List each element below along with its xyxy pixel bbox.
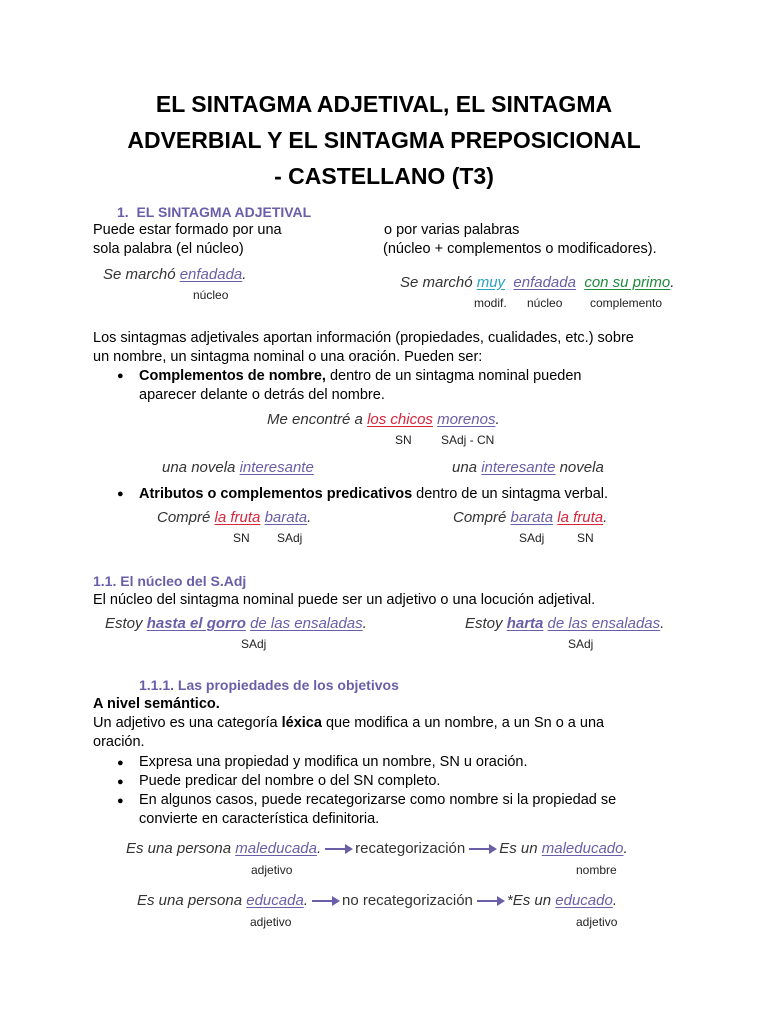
section-1-heading — [117, 204, 311, 220]
modifier-word: muy — [476, 274, 506, 291]
paragraph-adjetivo: Un adjetivo es una categoría léxica que modifica a un nombre, a un Sn o a una — [93, 715, 605, 731]
nucleus-word: enfadada — [179, 266, 243, 283]
section-title: EL SINTAGMA ADJETIVAL — [136, 204, 312, 220]
complement-words: de las ensaladas — [250, 615, 363, 632]
bullet-atributos: Atributos o complementos predicativos dentro de un sintagma verbal. — [139, 486, 609, 502]
label-sn: SN — [233, 531, 250, 545]
adjective-word: educado — [555, 892, 613, 909]
example-fruta-1: Compré la fruta barata. — [157, 509, 312, 526]
arrow-icon — [312, 900, 338, 902]
example-single-word: Se marchó enfadada. — [103, 266, 247, 283]
sn-words: la fruta — [557, 509, 604, 526]
example-multi-word: Se marchó muy enfadada con su primo. — [400, 274, 675, 291]
label-nucleo: núcleo — [193, 288, 229, 302]
sn-words: la fruta — [214, 509, 261, 526]
arrow-icon — [469, 848, 495, 850]
page-title — [0, 86, 768, 194]
bullet-recategorizar: En algunos casos, puede recategorizarse como nombre si la propiedad se — [139, 792, 617, 808]
subheading-semantico: A nivel semántico. — [93, 696, 220, 712]
sn-words: los chicos — [367, 411, 433, 428]
intro-left-line-2: sola palabra (el núcleo) — [93, 241, 244, 257]
recategorizacion-label: recategorización — [355, 840, 466, 857]
intro-left-line-1: Puede estar formado por una — [93, 222, 282, 238]
example-novela-before: una interesante novela — [452, 459, 604, 476]
arrow-icon — [477, 900, 503, 902]
label-nucleo: núcleo — [527, 296, 563, 310]
adjective-word: maleducada — [235, 840, 317, 857]
label-sn: SN — [395, 433, 412, 447]
section-number: 1. — [117, 204, 129, 220]
adjective-word: interesante — [481, 459, 556, 476]
complement-words: con su primo — [584, 274, 671, 291]
bullet-dot: ● — [117, 776, 124, 788]
intro-right-line-2: (núcleo + complementos o modificadores). — [383, 241, 657, 257]
section-1-1-text: El núcleo del sintagma nominal puede ser un adjetivo o una locución adjetival. — [93, 592, 596, 608]
adjective-word: interesante — [239, 459, 314, 476]
bullet-complementos-line-2: aparecer delante o detrás del nombre. — [139, 387, 385, 403]
bullet-dot: ● — [117, 757, 124, 769]
label-complemento: complemento — [590, 296, 663, 310]
intro-right-line-1: o por varias palabras — [384, 222, 520, 238]
paragraph-adjetivo-line-2: oración. — [93, 734, 145, 750]
paragraph-line-2: un nombre, un sintagma nominal o una oración. Pueden ser: — [93, 349, 483, 365]
title-line-2: ADVERBIAL Y EL SINTAGMA PREPOSICIONAL — [127, 127, 641, 153]
label-sadj: SAdj — [519, 531, 545, 545]
complement-words: de las ensaladas — [547, 615, 661, 632]
title-line-3: - CASTELLANO (T3) — [274, 163, 494, 189]
section-1-1-1-heading: 1.1.1. Las propiedades de los objetivos — [139, 677, 399, 693]
example-no-recategorizacion: Es una persona educada. no recategorización *Es un educado. — [137, 892, 618, 909]
nucleus-locution: hasta el gorro — [146, 615, 246, 632]
bullet-predicar: Puede predicar del nombre o del SN completo. — [139, 773, 441, 789]
label-nombre: nombre — [576, 863, 617, 877]
example-fruta-2: Compré barata la fruta. — [453, 509, 608, 526]
example-locucion: Estoy hasta el gorro de las ensaladas. — [105, 615, 367, 632]
label-modif: modif. — [474, 296, 507, 310]
no-recategorizacion-label: no recategorización — [341, 892, 473, 909]
arrow-icon — [325, 848, 351, 850]
bullet-propiedad: Expresa una propiedad y modifica un nombre, SN u oración. — [139, 754, 528, 770]
example-novela-after: una novela interesante — [162, 459, 314, 476]
label-sadj: SAdj — [241, 637, 267, 651]
nucleus-word: enfadada — [513, 274, 576, 291]
example-adjetivo: Estoy harta de las ensaladas. — [465, 615, 665, 632]
label-adjetivo: adjetivo — [250, 915, 292, 929]
bullet-complementos: Complementos de nombre, dentro de un sintagma nominal pueden — [139, 368, 582, 384]
paragraph-line-1: Los sintagmas adjetivales aportan información (propiedades, cualidades, etc.) sobre — [93, 330, 634, 346]
label-sadj: SAdj — [277, 531, 303, 545]
noun-word: maleducado — [541, 840, 624, 857]
adjective-word: educada — [246, 892, 304, 909]
example-cn: Me encontré a los chicos morenos. — [267, 411, 500, 428]
nucleus-adjective: harta — [506, 615, 544, 632]
label-sadj: SAdj — [568, 637, 594, 651]
section-1-1-heading: 1.1. El núcleo del S.Adj — [93, 573, 247, 589]
title-line-1: EL SINTAGMA ADJETIVAL, EL SINTAGMA — [155, 91, 613, 117]
label-sn: SN — [577, 531, 594, 545]
bullet-recategorizar-line-2: convierte en característica definitoria. — [139, 811, 380, 827]
sadj-word: morenos — [437, 411, 496, 428]
sadj-word: barata — [510, 509, 554, 526]
bullet-dot: ● — [117, 795, 124, 807]
label-adjetivo: adjetivo — [576, 915, 618, 929]
label-adjetivo: adjetivo — [251, 863, 293, 877]
bullet-dot: ● — [117, 488, 124, 500]
sadj-word: barata — [264, 509, 308, 526]
label-sadj-cn: SAdj - CN — [441, 433, 495, 447]
bullet-dot: ● — [117, 370, 124, 382]
example-recategorizacion: Es una persona maleducada. recategorización Es un maleducado. — [126, 840, 628, 857]
